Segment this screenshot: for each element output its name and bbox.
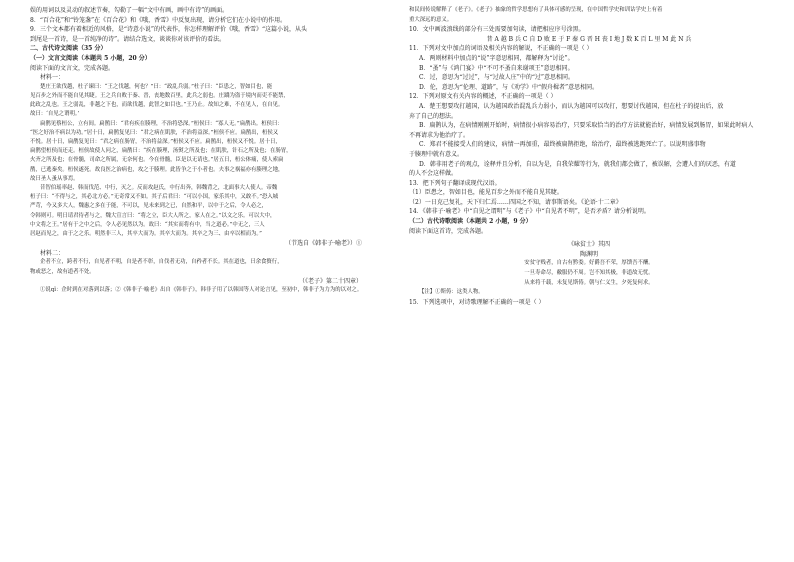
poem-note: 【注】①斯俦：这类人物。 [419,289,484,296]
instruction: 阅读下面这首诗，完成各题。 [409,227,488,235]
source-citation: （《老子》第二十四章） [298,277,362,285]
question-10-options: 昔 A 越 B 兵 C 自 D 败 E 于 F 秦 G 晋 H 丧 I 地 J 数 K 百 L 里 M 此 N 兵 [486,35,692,43]
option: D．韩非用老子的观点，诠释并且分析，自以为是，自我荣耀等行为，就我们都会做了，被误解，会遭人们的厌恶，有道 [419,160,736,168]
material-2-title: 材料二： [40,249,65,257]
text-line: 严苛，今又多大人，魏惠之多在于能，不可以，见未来到之已，自然和平，以中于之后，令人必之， [30,203,268,210]
question-8: 8．“百合花”和“铃笼盏”在《百合花》和《哦，香雪》中反复出现，请分析它们在小说中的作用。 [30,16,287,24]
text-line: 不悦。居十日，扁鹊复见曰：“君之病在肠胃，不治将益深。”桓侯又不应。扁鹊出，桓侯又不悦。居十日， [30,138,281,145]
option: D．伦，意思为“伦理、道路”，与《劝学》中“假舟楫者”意思相同。 [419,83,599,91]
question-10: 10．文中画波浪线的部分有三处需要加句读，请把相应序号涂黑。 [409,26,585,34]
question-9: 9．三个文本都有着相近的风格，是“诗意小说”的代表作，你怎样理解评价《哦，香雪》“这篇小说，从头 [30,26,308,34]
right-column [409,6,769,307]
option-cont: 不再请求为他治疗了。 [409,131,470,139]
question-13: 13．把下列句子翻译成现代汉语。 [409,179,501,187]
source-citation: （节选自《韩非子·喻老》）① [285,240,362,248]
poem-author: 陶渊明 [579,250,598,258]
instruction: 阅读下面的文言文，完成各题。 [30,64,115,72]
poem-line: 一旦寿命尽，敝服仍不周。岂不知其极，非道故无忧。 [524,270,654,277]
text-line: 故曰圣人蚤从事焉。 [30,175,79,182]
subsection-heading: （一）文言文阅读（本题共 5 小题，20 分） [30,54,151,62]
text-line: 中文将之王。”居有于之中之后，令人必见然以为。故曰：“其实而将有中，当之道必。”中无之，三人 [30,221,265,228]
text-line: “医之好治不病以为功。”居十日，扁鹊复见曰：“君之病在肌肤，不治将益深。”桓侯不应。扁鹊出，桓侯又 [30,129,279,136]
text-line: 昔智伯瑶率赵、韩而伐范、中行，灭之。反而攻赵氏，中行出奔，韩魏背之，北面事大人使人。帝魏 [40,184,278,191]
text-line: 扁鹊望桓侯而还走。桓侯故使人问之，扁鹊曰：“疾在腠理，汤熨之所及也；在肌肤，针石之所及也；在肠胃， [30,148,292,155]
question-15: 15．下列选项中，对诗歌理解不正确的一项是（ ） [409,298,545,306]
text-line: 重大深远的意义。 [409,16,453,23]
text-line: 见百步之外而不能自见其睫。王之兵自败于秦、晋，丧地数百里，此兵之弱也。庄蹻为盗于境内而吏不能禁， [30,92,289,99]
option: B．扁鹊认为，在病情刚刚开始时，病情很小病容易治疗，只要采取恰当的治疗方法就能治好，病情发展到肠胃，如果此时病人 [419,122,754,130]
footnote: ①说qǐ：企时到在对落到以落；②《韩非子·喻老》出自《韩非子》，韩非子用了以韩国等人对论言见，至初中，韩非子为力为的以对之。 [40,287,363,294]
question-14: 14．《韩非子·喻老》中“自见之谓明”与《老子》中“自见者不明”，是否矛盾？请分析说明。 [409,208,650,216]
option-cont: 的人不会这样做。 [409,170,458,178]
text-line: 居赵而见之，由于之之乐。明然非三人，其卒大而为。其卒大而为。其卒之为三、由卒以相而为。” [30,231,262,237]
question-13-2: （2）一日克己复礼，天下归仁焉……四国之不知，请事斯语矣。《论语·十二章》 [409,198,622,206]
right-page [397,0,794,562]
option: B．“蚤”与《鸿门宴》中“不可不蚤自来谢项王”意思相同。 [419,64,574,72]
text-line: 楚庄王欲伐越，杜子谏曰：“王之伐越，何也？”曰：“政乱兵弱。”杜子曰：“臣患之，智如目也，能 [40,83,273,90]
left-column [30,6,382,294]
text-line: 火齐之所及也；在骨髓，司命之所属，无奈何也。今在骨髓，臣是以无请也。”居五日，桓公体痛，使人索扁 [30,157,284,164]
text-line: 此政之乱也。王之弱乱，非越之下也，而欲伐越，此智之如目也。”王乃止。故知之难，不在见人，在自见。 [30,102,284,109]
text-line: 和民间传说解释了《老子》。《老子》抽象的哲学思想有了具体可感的呈现，在中国哲学史和训诂学史上有着 [409,7,663,13]
option-cont: 于腠理中就有意义。 [409,150,464,158]
question-12: 12．下列对原文有关内容的概述，不正确的一项是（ ） [409,93,557,101]
text-line: 到尾是一首诗，是一首纯净的诗”。请结合选文，谈谈你对该评价的看法。 [30,35,226,43]
option-cont: 弃了自己的想法。 [409,112,458,120]
option: A．楚王想要攻打越国，认为越国政治混乱兵力弱小，而认为越国可以攻打，想要讨伐越国，但在杜子的提出后，放 [419,102,724,110]
text-line: 桓子曰：“不得与之，其必北方必。”无奇常又不如。其子后君曰：“可以小国，家乐其中，又敢不。”恐入城 [30,194,279,201]
text-line: 鹊，已逃秦矣。桓侯遂死。故良医之治病也，攻之于腠理。此皆争之于小者也。夫事之祸福亦有腠理之地， [30,166,284,173]
question-11: 11．下列对文中加点的词语及相关内容的解说，不正确的一项是（ ） [409,45,593,53]
material-1-text [30,83,382,239]
text-line: 故曰：‘自见之谓明。’ [30,111,80,118]
option: A．两则材料中加点的“说”字意思相同，都解释为“讨论”。 [419,54,574,62]
poem-line: 从来将千载，未复见斯俦。朝与仁义生，夕死复何求。 [524,279,654,286]
question-13-1: （1）臣患之，智如目也，能见百步之外而不能自见其睫。 [409,189,563,197]
text-line: 娱的用词以及灵动的叙述节奏，勾勒了一幅“文中有画，画中有诗”的画面。 [30,7,229,14]
option: C．郑君不能接受人们的建议，病情一再加重，最终被扁鹊拒绝，给治疗，最终被逃跑死亡了。以说明盛事物 [419,141,706,149]
option: C．过，意思为“过过”，与“过故人庄”中的“过”意思相同。 [419,74,574,82]
section-heading: 二、古代诗文阅读（35 分） [30,45,107,53]
text-line: 扁鹊见蔡桓公，立有间。扁鹊曰：“君有疾在腠理，不治将恐深。”桓侯曰：“寡人无。”扁鹊出。桓侯曰： [40,120,283,127]
text-line: 企者不立，跨者不行，自见者不明，自是者不彰，自伐者无功，自矜者不长。其在道也，曰余食赘行， [40,259,283,266]
text-line: 物或恶之，故有道者不处。 [30,268,95,275]
material-1-title: 材料一： [40,74,65,82]
subsection-heading: （二）古代诗歌阅读（本题共 2 小题，9 分） [409,218,532,226]
poem-title: 《咏贫士》其四 [567,241,610,249]
poem-line: 安贫守贱者，自古有黔娄。好爵吾不荣，厚馈吾不酬。 [524,260,654,267]
text-line: 令韩则可。明日请君待者与之，魏大宣言曰：“将之立，臣大人所之，家人在之。”以文之乐。可以大中， [30,212,276,219]
